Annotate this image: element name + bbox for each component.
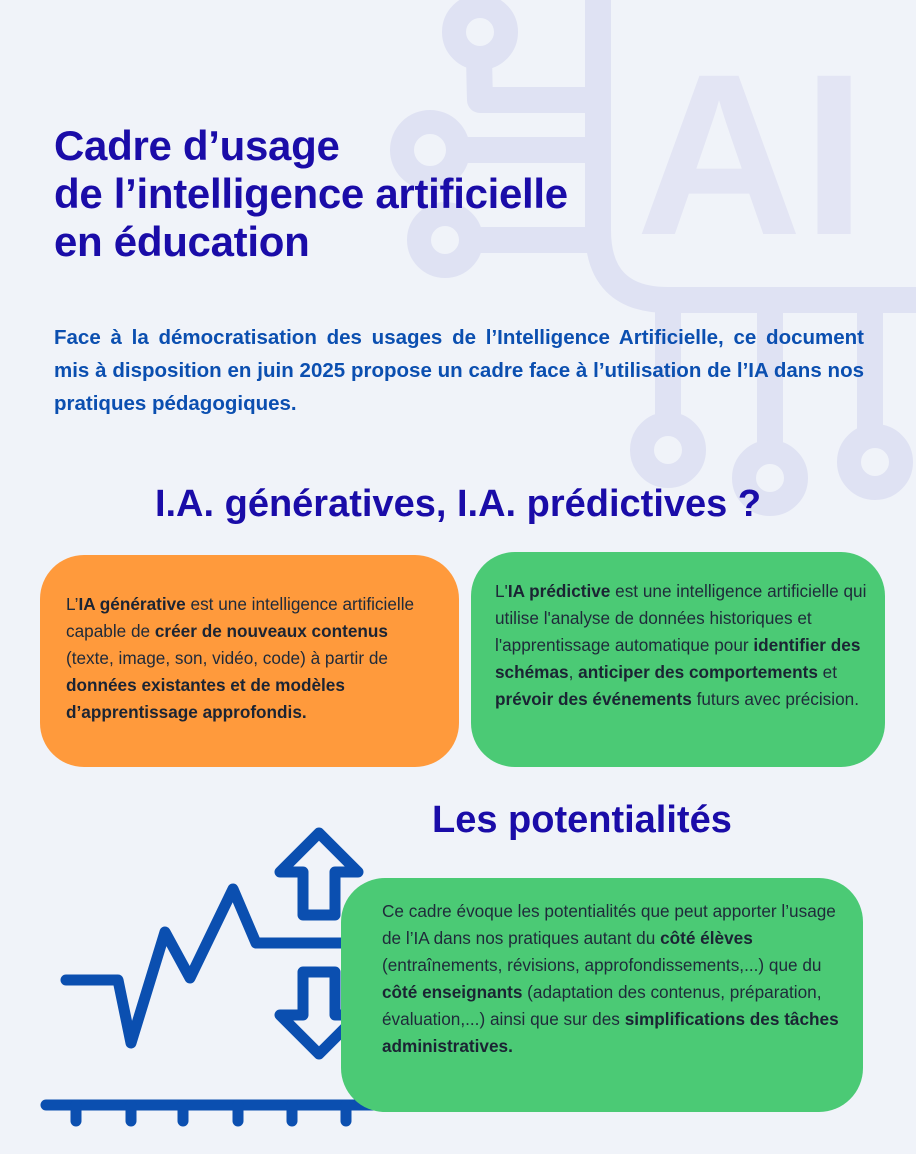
- card-predictive-ai: [471, 552, 885, 767]
- text-fragment: (entraînements, révisions, approfondissements,...) que du: [382, 955, 822, 975]
- section-heading-ia-types: I.A. génératives, I.A. prédictives ?: [154, 483, 762, 525]
- title-line-2: de l’intelligence artificielle: [54, 170, 568, 217]
- text-fragment: Ce cadre évoque les potentialités que peut apporter l’usage de l’IA dans nos pratiques autant du: [382, 901, 836, 948]
- bold-term: identifier des schémas: [495, 635, 861, 682]
- bold-term: côté élèves: [660, 928, 753, 948]
- trend-arrows-icon: [0, 820, 400, 1154]
- card-generative-ai: [40, 555, 459, 767]
- section-heading-potentialites: Les potentialités: [432, 799, 732, 841]
- text-fragment: est une intelligence artificielle capable de: [66, 594, 415, 641]
- bold-term: données existantes et de modèles d’apprentissage approfondis.: [66, 675, 345, 722]
- text-fragment: (texte, image, son, vidéo, code) à partir de: [66, 648, 388, 668]
- text-fragment: ,: [568, 662, 579, 682]
- bold-term: IA prédictive: [507, 581, 611, 601]
- text-fragment: L': [495, 581, 508, 601]
- bold-term: côté enseignants: [382, 982, 523, 1002]
- card-potentialites: [341, 878, 863, 1112]
- bold-term: simplifications des tâches administratives.: [382, 1009, 839, 1056]
- page-title: [54, 122, 754, 266]
- title-line-3: en éducation: [54, 218, 310, 265]
- ai-watermark-text: AI: [636, 26, 866, 283]
- text-fragment: et: [817, 662, 837, 682]
- text-fragment: (adaptation des contenus, préparation, évaluation,...) ainsi que sur des: [382, 982, 822, 1029]
- bold-term: créer de nouveaux contenus: [154, 621, 388, 641]
- text-fragment: est une intelligence artificielle qui utilise l'analyse de données historiques et l'apprentissage automatique pour: [495, 581, 867, 655]
- intro-paragraph: Face à la démocratisation des usages de l’Intelligence Artificielle, ce document mis à disposition en juin 2025 propose un cadre face à l’utilisation de l’IA dans nos pratiques pédagogiques.: [54, 326, 864, 415]
- title-line-1: Cadre d’usage: [54, 122, 340, 169]
- text-fragment: futurs avec précision.: [691, 689, 859, 709]
- text-fragment: L’: [66, 594, 79, 614]
- bold-term: prévoir des événements: [495, 689, 692, 709]
- bold-term: anticiper des comportements: [578, 662, 818, 682]
- bold-term: IA générative: [78, 594, 186, 614]
